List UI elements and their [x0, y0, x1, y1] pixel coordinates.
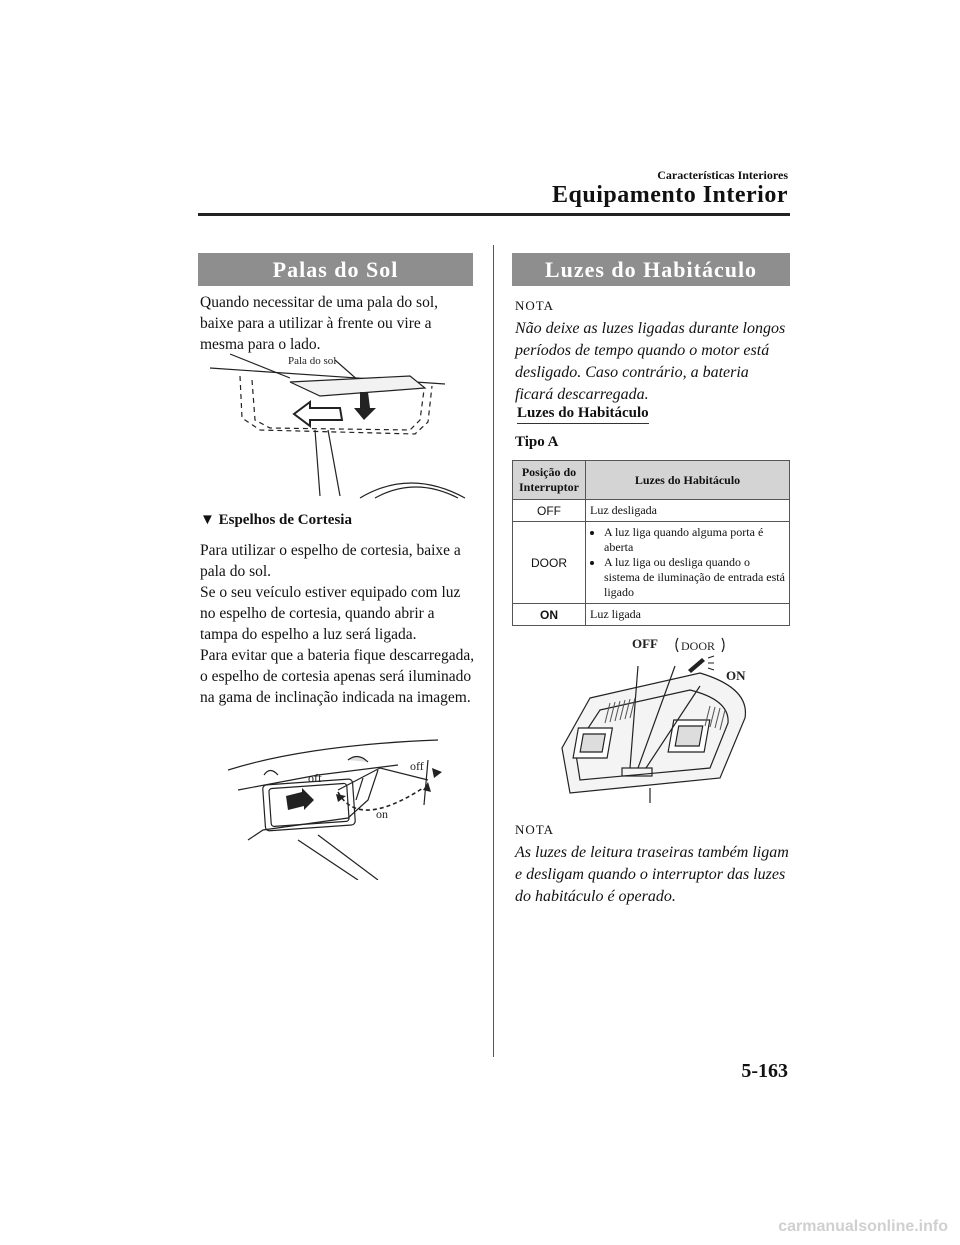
vanity-mirror-heading: [200, 512, 352, 529]
sun-visor-intro: Quando necessitar de uma pala do sol, baixe para a utilizar à frente ou vire a mesma para o lado.: [200, 294, 439, 353]
table-row: [513, 604, 790, 626]
note-text-1: Não deixe as luzes ligadas durante longos períodos de tempo quando o motor está desligado. Caso contrário, a bateria ficará descarregada.: [515, 320, 786, 403]
cabin-lights-subheading-text: Luzes do Habitáculo: [517, 405, 649, 424]
on-switch-label: ON: [726, 668, 746, 683]
table-header-position: Posição do Interruptor: [513, 461, 586, 500]
sun-visor-figure: [200, 348, 475, 500]
cabin-lights-subheading: [517, 405, 649, 422]
position-on-desc: Luz ligada: [586, 604, 790, 626]
on-label: on: [376, 807, 388, 821]
vanity-mirror-heading-text: Espelhos de Cortesia: [218, 512, 352, 528]
door-light-icon: [688, 658, 705, 673]
vanity-mirror-text: Para utilizar o espelho de cortesia, baixe a pala do sol. Se o seu veículo estiver equipado com luz no espelho de cortesia, quando abrir a tampa do espelho a luz será ligada. Para evitar que a bateria fique descarregada, o espelho de cortesia apenas será iluminado na gama de inclinação indicada na imagem.: [200, 542, 475, 706]
type-a-heading: Tipo A: [515, 434, 559, 450]
sun-visor-banner: Palas do Sol: [198, 253, 473, 286]
section-header: Características Interiores: [657, 168, 788, 182]
table-row: [513, 500, 790, 522]
bullet-item: • A luz liga quando alguma porta é aberta: [604, 525, 785, 555]
table-row: [513, 522, 790, 604]
note-label-2: NOTA: [515, 822, 555, 837]
position-door: DOOR: [513, 522, 586, 604]
switch-position-table: [512, 460, 790, 626]
watermark: carmanualsonline.info: [778, 1218, 948, 1235]
position-on: ON: [513, 604, 586, 626]
chapter-title: Equipamento Interior: [551, 182, 788, 208]
bullet-item: • A luz liga ou desliga quando o sistema de iluminação de entrada está ligado: [604, 555, 785, 600]
off-label-right: off: [410, 759, 424, 773]
position-off-desc: Luz desligada: [586, 500, 790, 522]
cabin-lights-banner: Luzes do Habitáculo: [512, 253, 790, 286]
position-off: OFF: [513, 500, 586, 522]
header-rule: [198, 213, 790, 216]
off-switch-label: OFF: [632, 636, 658, 651]
overhead-console-figure: [550, 628, 760, 813]
column-divider: [493, 245, 494, 1057]
note-text-2: As luzes de leitura traseiras também ligam e desligam quando o interruptor das luzes do habitáculo é operado.: [515, 844, 789, 905]
note-label-1: NOTA: [515, 298, 555, 313]
page-number: 5-163: [741, 1060, 788, 1082]
vanity-mirror-figure: [228, 730, 453, 880]
table-header-lights: Luzes do Habitáculo: [586, 461, 790, 500]
door-switch-label: DOOR: [681, 639, 716, 653]
off-label-left: off: [308, 771, 322, 785]
position-door-desc: [586, 522, 790, 604]
sun-visor-label: Pala do sol: [288, 355, 337, 367]
down-triangle-icon: ▼: [200, 512, 215, 528]
